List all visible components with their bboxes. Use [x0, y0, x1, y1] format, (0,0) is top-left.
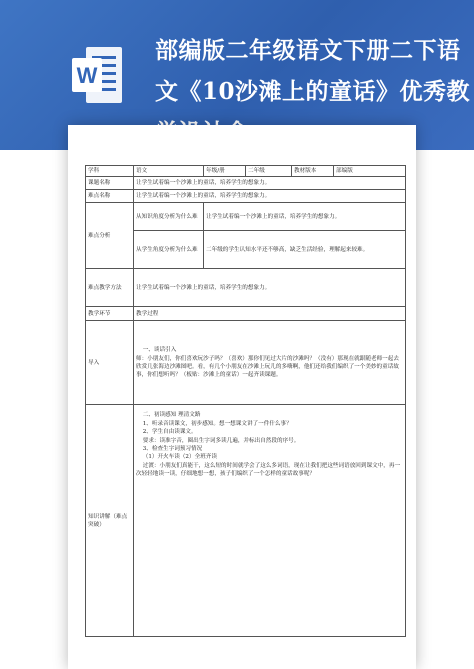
- knowledge-line: 1、听录音读课文，初步感知。想一想课文讲了一件什么事？: [142, 420, 292, 427]
- process-label: 教学过程: [134, 307, 406, 321]
- intro-heading: 一、谈话引入: [142, 347, 177, 354]
- table-row: [86, 177, 406, 190]
- knowledge-line: （1）开火车读（2）全班齐读: [142, 454, 217, 461]
- subject-label: 学科: [86, 166, 134, 177]
- knowledge-line: 2、学生自由读课文。: [142, 429, 197, 436]
- stage-label: 教学环节: [86, 307, 134, 321]
- knowledge-angle-label: 从知识角度分析为什么难: [134, 203, 204, 231]
- knowledge-angle-value: 让学生试着编一个沙滩上的童话，培养学生的想象力。: [204, 203, 406, 231]
- table-row: [86, 405, 406, 637]
- knowledge-line: 3、检查生字词预习情况: [142, 446, 203, 453]
- difficulty-value: 让学生试着编一个沙滩上的童话，培养学生的想象力。: [134, 190, 406, 203]
- subject-value: 语文: [134, 166, 204, 177]
- edition-label: 教材版本: [292, 166, 334, 177]
- topic-value: 让学生试着编一个沙滩上的童话，培养学生的想象力。: [134, 177, 406, 190]
- grade-value: 二年级: [246, 166, 292, 177]
- knowledge-line: 二、初读感知 理清文路: [142, 412, 201, 419]
- page-title: 部编版二年级语文下册二下语文《10沙滩上的童话》优秀教: [155, 37, 471, 105]
- difficulty-label: 难点名称: [86, 190, 134, 203]
- lesson-plan-table: [85, 165, 406, 637]
- word-doc-icon: [70, 44, 124, 106]
- method-label: 难点教学方法: [86, 269, 134, 307]
- knowledge-cell: [134, 405, 406, 637]
- student-angle-label: 从学生角度分析为什么难: [134, 231, 204, 269]
- knowledge-line: 过渡：小朋友们真能干，这么短的时间就学会了这么多词语，现在让我们把这些词语放回到课文中，再一次轻轻地读一读，仔细地想一想，孩子们编织了一个怎样的童话故事呢？: [136, 462, 401, 478]
- knowledge-line: 要求：读准字音，圈出生字词多读几遍，并标出自然段的序号。: [142, 437, 300, 444]
- intro-label: 导入: [86, 321, 134, 405]
- intro-text: 师：小朋友们，你们喜欢玩沙子吗？（喜欢）那你们见过大片的沙滩吗？（没有）那现在就跟随老师一起去欣赏几张海边沙滩图吧。看，有几个小朋友在沙滩上玩儿的多嗨啊，他们还给我们编织了一个美妙的童话故事，你们想听吗？（板贴：沙滩上的童话）一起齐读课题。: [136, 355, 399, 379]
- table-row: [86, 203, 406, 231]
- table-row: [86, 231, 406, 269]
- word-letter: W: [76, 63, 98, 88]
- table-row: [86, 269, 406, 307]
- table-row: [86, 321, 406, 405]
- table-row: [86, 166, 406, 177]
- method-value: 让学生试着编一个沙滩上的童话，培养学生的想象力。: [134, 269, 406, 307]
- grade-label: 年级/册: [204, 166, 246, 177]
- document-page: [68, 125, 416, 669]
- topic-label: 课题名称: [86, 177, 134, 190]
- table-row: [86, 307, 406, 321]
- analysis-label: 难点分析: [86, 203, 134, 269]
- intro-cell: [134, 321, 406, 405]
- student-angle-value: 二年级的学生认知水平还不够高，缺乏生活经验，理解起来较难。: [204, 231, 406, 269]
- knowledge-label: 知识讲解（难点突破）: [86, 405, 134, 637]
- table-row: [86, 190, 406, 203]
- edition-value: 部编版: [334, 166, 406, 177]
